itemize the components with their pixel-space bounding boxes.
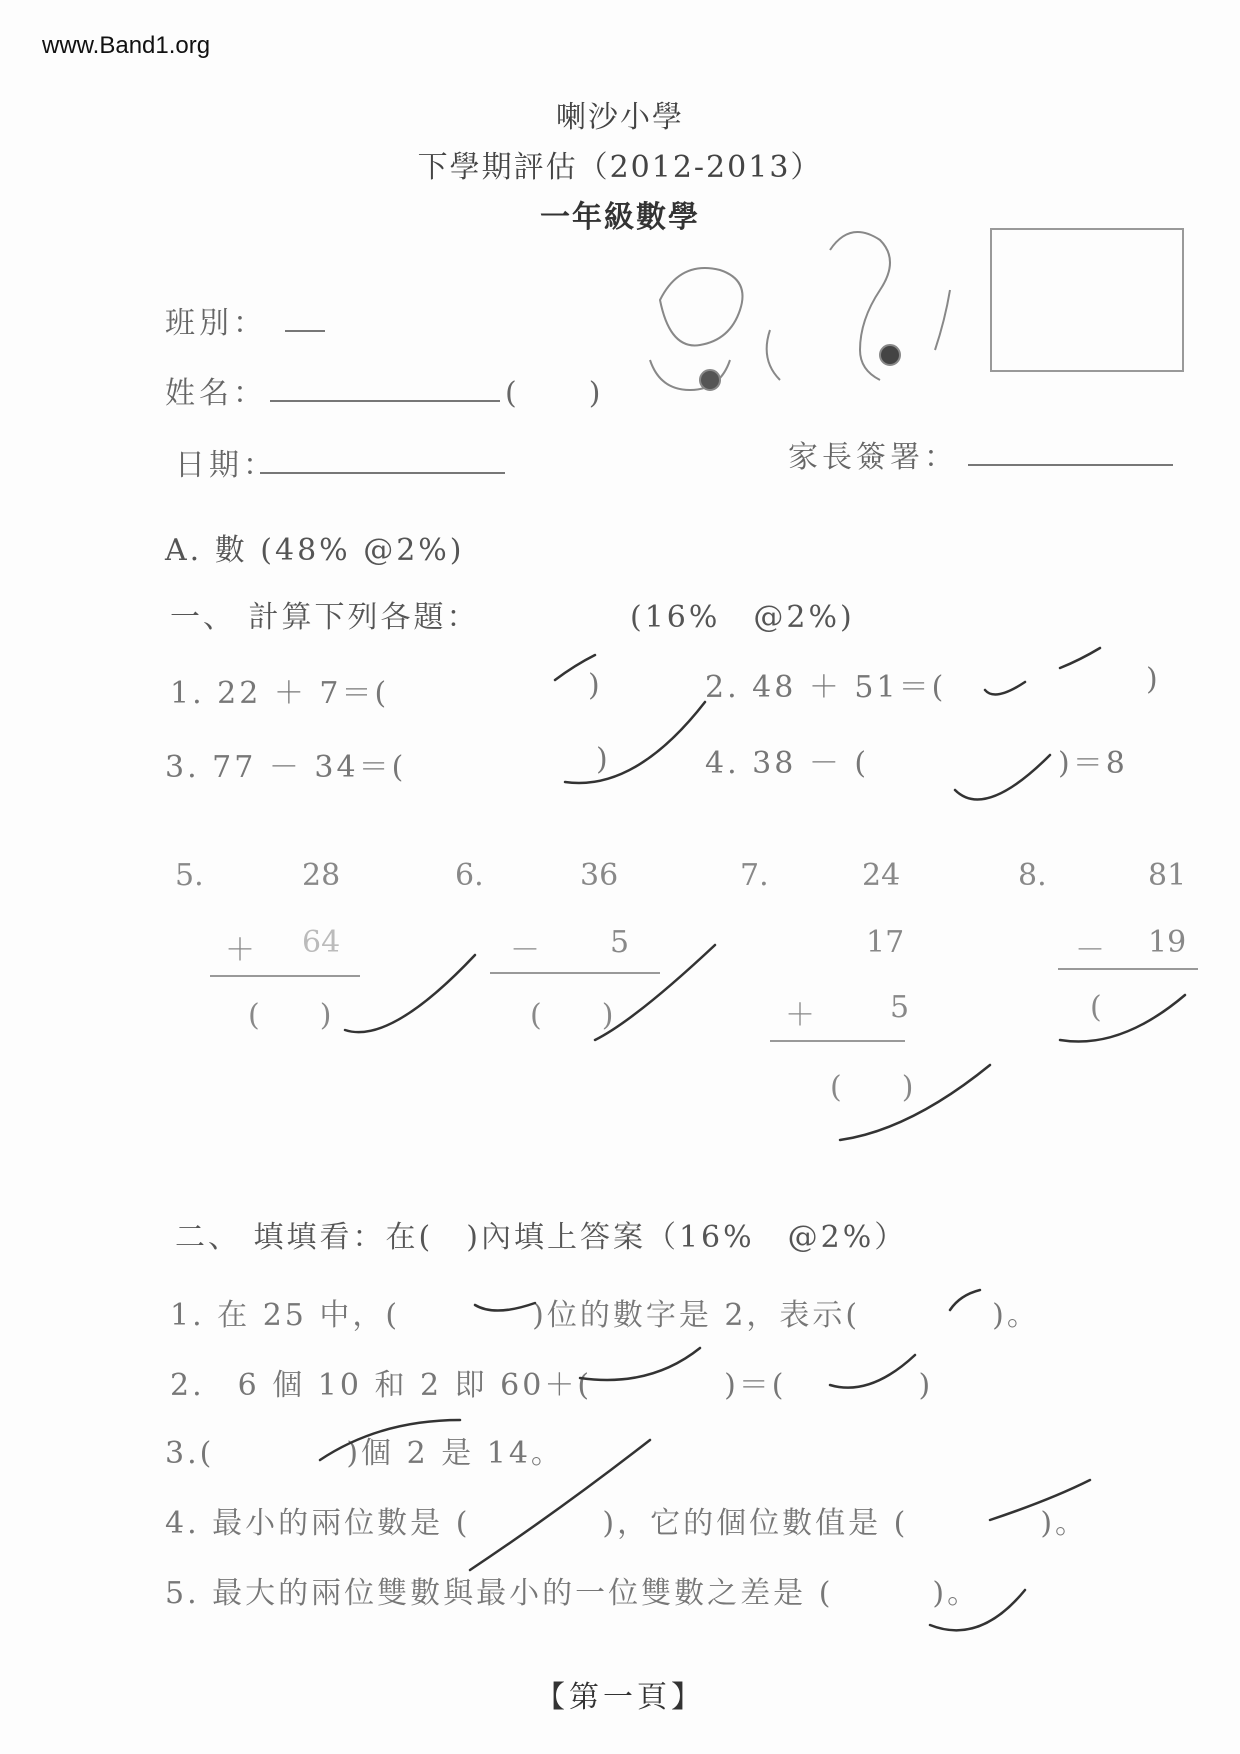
- vertical-q7-op: ＋: [785, 998, 815, 1033]
- vertical-q8-number: 8.: [1018, 858, 1047, 893]
- name-label: 姓名：: [165, 376, 267, 411]
- vertical-q5-top: 28: [302, 858, 341, 893]
- page-footer: 【第一頁】: [535, 1680, 705, 1715]
- vertical-q7-bottom: 5: [890, 990, 910, 1025]
- section-a-title: A. 數 (48% @2%): [165, 533, 465, 568]
- parent-signature-label: 家長簽署：: [788, 440, 958, 475]
- fill-question-3: 3.( )個 2 是 14。: [165, 1436, 564, 1471]
- tick-q2: [985, 648, 1100, 695]
- vertical-q8-answer[interactable]: (: [1090, 990, 1102, 1025]
- vertical-q5-answer[interactable]: ( ): [248, 998, 332, 1033]
- question-1-close: ): [588, 668, 603, 703]
- question-2: 2. 48 ＋ 51＝(: [705, 670, 947, 705]
- tick-q7: [840, 1065, 990, 1140]
- class-number-paren: ( ): [505, 376, 605, 411]
- part1-title: 一、 計算下列各題：: [170, 600, 480, 635]
- question-3-close: ): [596, 742, 611, 777]
- school-name: 喇沙小學: [556, 100, 684, 135]
- fill-question-1: 1. 在 25 中，( )位的數字是 2，表示( )。: [170, 1298, 1040, 1333]
- question-3: 3. 77 － 34＝(: [165, 750, 407, 785]
- tick-q5: [345, 955, 475, 1032]
- vertical-q6-top: 36: [580, 858, 619, 893]
- class-label: 班別：: [165, 306, 267, 341]
- tick-f5: [930, 1590, 1025, 1630]
- vertical-q5-bottom: 64: [302, 925, 341, 960]
- vertical-q5-number: 5.: [175, 858, 204, 893]
- question-1: 1. 22 ＋ 7＝(: [170, 676, 390, 711]
- tick-q8: [1060, 995, 1185, 1042]
- vertical-q6-number: 6.: [455, 858, 484, 893]
- fill-question-4: 4. 最小的兩位數是 ( )，它的個位數值是 ( )。: [165, 1506, 1089, 1541]
- date-label: 日期：: [175, 448, 277, 483]
- fill-question-5: 5. 最大的兩位雙數與最小的一位雙數之差是 ( )。: [165, 1576, 981, 1611]
- tick-q1: [555, 655, 595, 680]
- question-2-close: ): [1146, 662, 1161, 697]
- vertical-q5-op: ＋: [225, 933, 255, 968]
- vertical-q7-top: 24: [862, 858, 901, 893]
- tick-f3: [320, 1420, 460, 1460]
- subject-title: 一年級數學: [540, 200, 700, 235]
- question-4: 4. 38 － (: [705, 746, 870, 781]
- part2-title: 二、 填填看：在( )內填上答案（16% @2%）: [175, 1220, 908, 1255]
- tick-q3: [565, 702, 705, 783]
- part1-score: (16% @2%): [630, 600, 855, 635]
- vertical-q6-bottom: 5: [610, 925, 630, 960]
- vertical-q6-answer[interactable]: ( ): [530, 998, 614, 1033]
- tick-f2: [580, 1348, 915, 1388]
- site-watermark: www.Band1.org: [42, 32, 211, 59]
- tick-f1: [475, 1290, 980, 1311]
- vertical-q7-mid: 17: [866, 925, 905, 960]
- vertical-q7-number: 7.: [740, 858, 769, 893]
- vertical-q8-op: －: [1075, 933, 1105, 968]
- vertical-q8-top: 81: [1148, 858, 1187, 893]
- question-4-close: )＝8: [1058, 746, 1128, 781]
- tick-q6: [595, 945, 715, 1040]
- vertical-q8-bottom: 19: [1148, 925, 1187, 960]
- term-title: 下學期評估（2012-2013）: [417, 150, 823, 185]
- vertical-q7-answer[interactable]: ( ): [830, 1070, 914, 1105]
- fill-question-2: 2. 6 個 10 和 2 即 60＋( )＝( ): [170, 1368, 934, 1403]
- tick-q4: [955, 755, 1050, 799]
- vertical-q6-op: －: [510, 933, 540, 968]
- tick-f4: [470, 1440, 1090, 1570]
